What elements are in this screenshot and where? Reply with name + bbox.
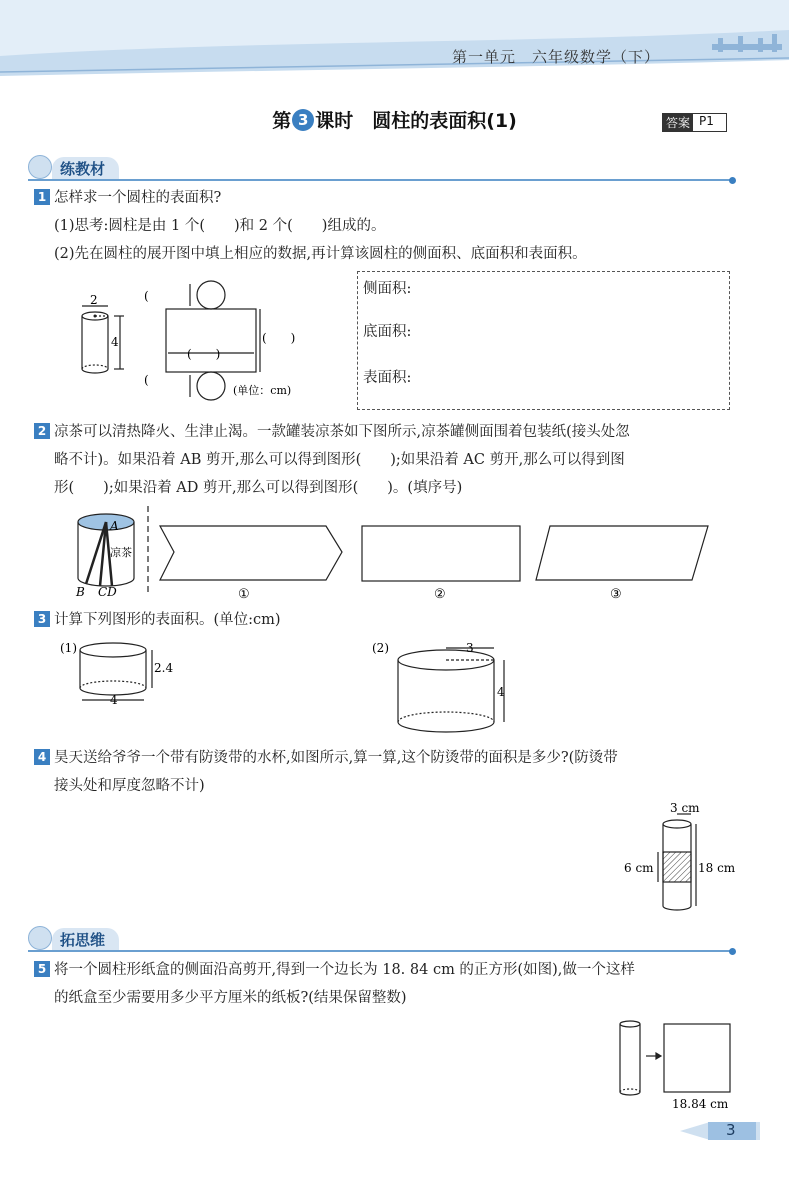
q2-label-A: A xyxy=(110,519,119,533)
q1-sub2: (2)先在圆柱的展开图中填上相应的数据,再计算该圆柱的侧面积、底面积和表面积。 xyxy=(54,246,587,262)
q4-line1 xyxy=(34,744,744,773)
q1-paren-right: ( ) xyxy=(262,331,296,345)
q2-figure xyxy=(70,506,720,602)
section-header-practice xyxy=(28,157,732,181)
q2-line1-text: 凉茶可以清热降火、生津止渴。一款罐装凉茶如下图所示,凉茶罐侧面围着包装纸(接头处忽 xyxy=(54,424,630,440)
section-rule xyxy=(28,179,732,181)
q2-line1 xyxy=(34,418,744,447)
q4-line2: 接头处和厚度忽略不计) xyxy=(54,778,205,794)
section-label: 练教材 xyxy=(52,157,119,179)
q1-number: 1 xyxy=(34,189,50,205)
q3-stem xyxy=(34,606,281,635)
q2-label-B: B xyxy=(76,585,85,599)
q1-paren-bottom-left: ( xyxy=(144,373,149,387)
q5-line2: 的纸盒至少需要用多少平方厘米的纸板?(结果保留整数) xyxy=(54,990,407,1006)
q1-figure xyxy=(70,276,330,406)
q1-stem xyxy=(34,184,221,213)
q1-unit: (单位：cm) xyxy=(233,384,292,397)
page-number-bar xyxy=(680,1120,760,1142)
q2-shape1-label: ① xyxy=(238,587,250,602)
q1-answer-box[interactable] xyxy=(357,271,730,410)
q5-line1-text: 将一个圆柱形纸盒的侧面沿高剪开,得到一个边长为 18. 84 cm 的正方形(如图),做一个这样 xyxy=(54,962,635,978)
q4-height-label: 18 cm xyxy=(698,861,736,875)
q1-dim-h: 4 xyxy=(111,335,119,349)
q3-fig1-d: 4 xyxy=(110,693,118,707)
q3-figures xyxy=(50,636,520,736)
title-prefix: 第 xyxy=(272,110,292,132)
q1-stem-text: 怎样求一个圆柱的表面积? xyxy=(54,190,222,206)
q3-fig1-label: (1) xyxy=(60,641,77,655)
page-number: 3 xyxy=(726,1121,736,1139)
q4-number: 4 xyxy=(34,749,50,765)
q4-band-label: 6 cm xyxy=(624,861,654,875)
mascot-icon xyxy=(28,155,52,179)
q1-base-label: 底面积: xyxy=(363,324,412,340)
q3-number: 3 xyxy=(34,611,50,627)
q4-line1-text: 昊天送给爷爷一个带有防烫带的水杯,如图所示,算一算,这个防烫带的面积是多少?(防烫带 xyxy=(54,750,618,766)
q4-figure xyxy=(620,800,740,918)
q2-number: 2 xyxy=(34,423,50,439)
section-dot xyxy=(729,948,736,955)
q5-figure xyxy=(610,1016,740,1112)
q1-paren-top: ( xyxy=(144,289,149,303)
q4-d-label: 3 cm xyxy=(670,801,700,815)
answer-page: P1 xyxy=(699,114,714,128)
q2-shape3-label: ③ xyxy=(610,587,622,602)
q2-can-text: 凉茶 xyxy=(110,546,132,559)
q1-surface-label: 表面积: xyxy=(363,370,412,386)
q1-lateral-label: 侧面积: xyxy=(363,281,412,297)
q5-line1 xyxy=(34,956,744,985)
lesson-number-badge: 3 xyxy=(292,109,314,131)
title-suffix: 课时 圆柱的表面积(1) xyxy=(315,110,517,132)
section-header-thinking xyxy=(28,928,732,952)
q3-fig2-r: 3 xyxy=(466,641,474,655)
q1-paren-width: ( ) xyxy=(187,347,221,361)
q3-fig2-label: (2) xyxy=(372,641,389,655)
q5-number: 5 xyxy=(34,961,50,977)
q2-label-CD: CD xyxy=(98,585,117,599)
header-band xyxy=(0,0,789,78)
q2-line3: 形( );如果沿着 AD 剪开,那么可以得到图形( )。(填序号) xyxy=(54,480,463,496)
header-unit-text: 第一单元 六年级数学（下） xyxy=(452,48,661,66)
q1-sub1: (1)思考:圆柱是由 1 个( )和 2 个( )组成的。 xyxy=(54,218,386,234)
q5-side-label: 18.84 cm xyxy=(672,1097,729,1111)
q3-fig1-h: 2.4 xyxy=(154,661,174,675)
q2-shape2-label: ② xyxy=(434,587,446,602)
q3-stem-text: 计算下列图形的表面积。(单位:cm) xyxy=(54,612,281,628)
q1-dim-d: 2 xyxy=(90,293,98,307)
mascot-icon xyxy=(28,926,52,950)
section-label: 拓思维 xyxy=(52,928,119,950)
answer-label: 答案 xyxy=(663,114,693,131)
q3-fig2-h: 4 xyxy=(497,685,505,699)
q2-line2: 略不计)。如果沿着 AB 剪开,那么可以得到图形( );如果沿着 AC 剪开,那么可以得到图 xyxy=(54,452,625,468)
section-rule xyxy=(28,950,732,952)
section-dot xyxy=(729,177,736,184)
answer-tag xyxy=(662,113,727,132)
